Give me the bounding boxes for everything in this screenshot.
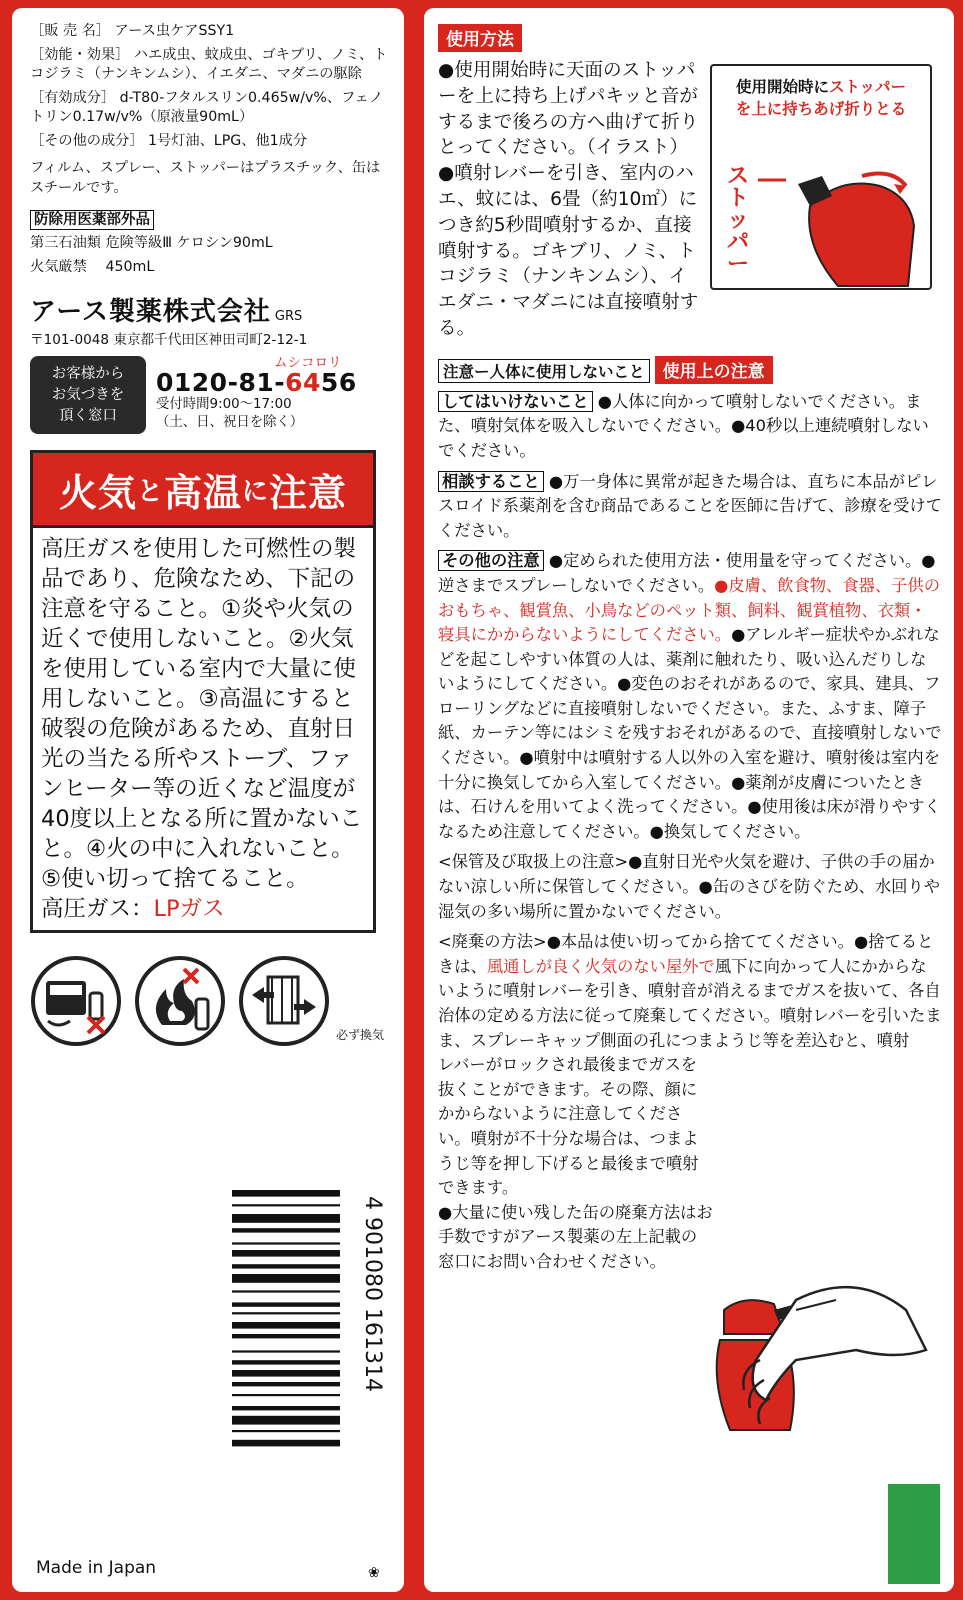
usage-heading: 使用方法 bbox=[438, 24, 522, 52]
ventilation-icon bbox=[238, 955, 330, 1047]
phone-closed: （土、日、祝日を除く） bbox=[156, 414, 304, 430]
fire-volume: 火気厳禁 450mL bbox=[30, 258, 155, 275]
barcode-stripe bbox=[232, 1334, 340, 1338]
barcode-stripe bbox=[232, 1204, 340, 1206]
barcode bbox=[232, 1190, 385, 1530]
phone-number[interactable]: 0120-81-6456 bbox=[156, 368, 357, 397]
fire-warning-title: 火気 と 高温 に 注意 bbox=[33, 453, 373, 528]
precaution-body bbox=[438, 390, 942, 1275]
contact-section bbox=[30, 356, 388, 434]
barcode-stripe bbox=[232, 1430, 340, 1432]
stopper-illustration bbox=[710, 64, 932, 290]
contact-box: お客様から お気づきを 頂く窓口 bbox=[30, 356, 146, 434]
efficacy: ［効能・効果］ ハエ成虫、蚊成虫、ゴキブリ、ノミ、トコジラミ（ナンキンムシ）、イエダニ、マダニの駆除 bbox=[30, 46, 388, 82]
left-panel bbox=[12, 8, 404, 1592]
no-fire-icon bbox=[134, 955, 226, 1047]
barcode-stripe bbox=[232, 1322, 340, 1329]
barcode-stripe bbox=[232, 1250, 340, 1257]
barcode-stripe bbox=[232, 1190, 340, 1197]
storage-section: <保管及び取扱上の注意>●直射日光や火気を避け、子供の手の届かない涼しい所に保管してください。●缶のさびを防ぐため、水回りや湿気の多い場所に置かないでください。 bbox=[438, 852, 940, 921]
barcode-stripe bbox=[232, 1264, 340, 1268]
barcode-stripe bbox=[232, 1228, 340, 1232]
dont-section: してはいけないこと ●人体に向かって噴射しないでください。また、噴射気体を吸入しないでください。●40秒以上連続噴射しないでください。 bbox=[438, 391, 929, 460]
can-top-icon bbox=[712, 66, 934, 292]
barcode-stripe bbox=[232, 1370, 340, 1377]
phone-kana: ムシコロリ bbox=[274, 355, 342, 371]
barcode-stripe bbox=[232, 1274, 340, 1283]
made-in: Made in Japan bbox=[36, 1558, 157, 1578]
quasi-drug-label: 防除用医薬部外品 bbox=[30, 210, 154, 230]
caution-label: 注意ー人体に使用しないこと bbox=[438, 359, 650, 383]
barcode-stripe bbox=[232, 1360, 340, 1364]
phone-block bbox=[156, 356, 357, 434]
usage-text: ●使用開始時に天面のストッパーを上に持ち上げパキッと音がするまで後ろの方へ曲げて折りとってください。（イラスト）●噴射レバーを引き、室内のハエ、蚊には、6畳（約10㎡）につき約5秒間噴射するか、直接噴射する。ゴキブリ、ノミ、トコジラミ（ナンキンムシ）、イエダニ・マダニには直接噴射する。 bbox=[438, 60, 699, 339]
other-ingredients: ［その他の成分］ 1号灯油、LPG、他1成分 bbox=[30, 132, 308, 149]
barcode-stripe bbox=[232, 1350, 340, 1352]
barcode-stripe bbox=[232, 1394, 340, 1396]
material-note: フィルム、スプレー、ストッパーはプラスチック、缶はスチールです。 bbox=[30, 160, 381, 196]
flower-mark: ❀ bbox=[368, 1565, 380, 1581]
precaution-heading: 使用上の注意 bbox=[655, 356, 773, 384]
barcode-stripe bbox=[232, 1382, 340, 1386]
barcode-stripe bbox=[232, 1290, 340, 1292]
hazard-class: 第三石油類 危険等級Ⅲ ケロシン90mL bbox=[30, 235, 273, 251]
barcode-stripe bbox=[232, 1416, 340, 1425]
spray-can-hand-illustration bbox=[700, 1270, 935, 1440]
maker-name: アース製薬株式会社 GRS bbox=[30, 297, 303, 327]
no-heater-icon bbox=[30, 955, 122, 1047]
consult-section: 相談すること ●万一身体に異常が起きた場合は、直ちに本品がピレスロイド系薬剤を含む商品であることを医師に告げて、診療を受けてください。 bbox=[438, 471, 942, 540]
barcode-stripe bbox=[232, 1440, 340, 1447]
phone-hours: 受付時間9:00〜17:00 bbox=[156, 397, 292, 412]
maker-address: 〒101-0048 東京都千代田区神田司町2-12-1 bbox=[30, 332, 308, 348]
green-color-mark bbox=[888, 1484, 940, 1584]
barcode-digits: 4 901080 161314 bbox=[360, 1196, 385, 1392]
barcode-stripe bbox=[232, 1302, 340, 1306]
barcode-stripe bbox=[232, 1214, 340, 1223]
disposal-continued: レバーがロックされ最後までガスを抜くことができます。その際、顔にかからないように注意してください。噴射が不十分な場合は、つまようじ等を押し下げると最後まで噴射できます。 ●大量に使い残した缶の廃棄方法はお手数ですがアース製薬の左上記載の窓口にお問い合わせください。 bbox=[438, 1055, 713, 1271]
illustration-caption: 使用開始時にストッパー を上に持ちあげ折りとる bbox=[735, 78, 907, 118]
fire-warning-box bbox=[30, 450, 376, 933]
disposal-section: <廃棄の方法>●本品は使い切ってから捨ててください。●捨てるときは、風通しが良く火気のない屋外で風下に向かって人にかからないように噴射レバーを引き、噴射音が消えるまでガスを抜いて、各自治体の定める方法に従って廃棄してください。噴射レバーを引いたまま、スプレーキャップ側面の孔につまようじ等を差込むと、噴射 bbox=[438, 932, 942, 1050]
active-ingredients: ［有効成分］ d-T80-フタルスリン0.465w/v%、フェノトリン0.17w/v%（原液量90mL） bbox=[30, 89, 384, 125]
fire-warning-body: 高圧ガスを使用した可燃性の製品であり、危険なため、下記の注意を守ること。①炎や火気の近くで使用しないこと。②火気を使用している室内で大量に使用しないこと。③高温にすると破裂の危険があるため、直射日光の当たる所やストーブ、ファンヒーター等の近くなど温度が40度以上となる所に置かないこと。④火の中に入れないこと。⑤使い切って捨てること。 高圧ガス：LPガス bbox=[33, 528, 373, 930]
barcode-stripe bbox=[232, 1406, 340, 1410]
barcode-stripe bbox=[232, 1312, 340, 1314]
warning-icons bbox=[30, 955, 388, 1047]
gas-type: 高圧ガス：LPガス bbox=[41, 896, 225, 922]
product-name: ［販 売 名］ アース虫ケアSSY1 bbox=[30, 23, 235, 39]
barcode-stripe bbox=[232, 1242, 340, 1244]
other-section: その他の注意 ●定められた使用方法・使用量を守ってください。●逆さまでスプレーしないでください。●皮膚、飲食物、食器、子供のおもちゃ、観賞魚、小鳥などのペット類、飼料、観賞植物、衣類・寝具にかからないようにしてください。●アレルギー症状やかぶれなどを起こしやすい体質の人は、薬剤に触れたり、吸い込んだりしないようにしてください。●変色のおそれがあるので、家具、建具、フローリングなどに直接噴射しないでください。また、ふすま、障子紙、カーテン等にはシミを残すおそれがあるので、直接噴射しないでください。●噴射中は噴射する人以外の入室を避け、噴射後は室内を十分に換気してから入室してください。●薬剤が皮膚についたときは、石けんを用いてよく洗ってください。●使用後は床が滑りやすくなるため注意してください。●換気してください。 bbox=[438, 551, 942, 841]
stopper-label: ストッパー bbox=[726, 164, 749, 277]
ventilation-label: 必ず換気 bbox=[336, 1028, 385, 1042]
